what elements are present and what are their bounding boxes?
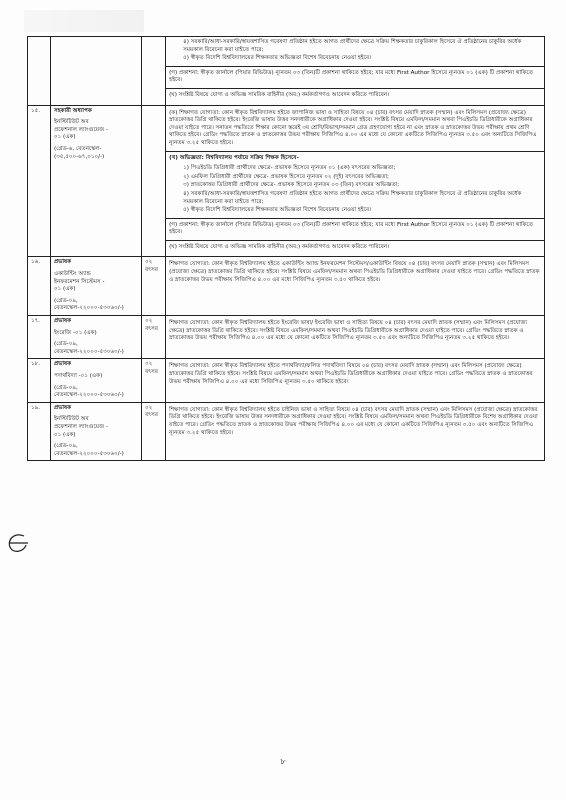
list-item: ২) এমফিল ডিগ্রিধারী প্রার্থীদের ক্ষেত্রে- প্রভাষক হিসেবে ন্যূনতম ০২ (দুই) বৎসরের অভিজ্ঞতা; <box>183 173 389 180</box>
scan-smudge <box>24 10 144 32</box>
requirement-cell <box>166 105 545 257</box>
table-row <box>28 257 545 316</box>
education-text: শিক্ষাগত যোগ্যতা: কোন স্বীকৃত বিশ্ববিদ্যালয় হইতে একাউন্টিং অ্যান্ড ইনফরমেশন সিস্টেমস/একাউন্টিং বিষয়ে ০৪ (চার) বৎসর মেয়াদি স্নাতক (সম্মান) এবং মিলিসমস (প্রযোজ্য ক্ষেত্রে) স্নাতকোত্তর ডিগ্রি থাকিতে হইবে। সংশ্লিষ্ট বিষয়ে এমফিল/সমমান অথবা পিএইচডি ডিগ্রিধারীকে অগ্রাধিকার দেওয়া যাইতে পারে। গ্রেডিং পদ্ধতিতে স্নাতক ও স্নাতকোত্তর উভয় পরীক্ষায় সিজিপিএ ৪.০০ এর মধ্যে সিজিপিএ ন্যূনতম ৩.৫০ থাকিতে হইবে। <box>169 261 540 283</box>
count-cell <box>142 105 166 257</box>
requirement-cell <box>166 402 545 461</box>
publication-text: (গ) প্রকাশনা: স্বীকৃত জার্নালে (পিয়ার রিভিউড) ন্যূনতম ০৩ (তিন)টি প্রকাশনা থাকিতে হইবে; যার মধ্যে First Author হিসেবে ন্যূনতম ০১ (এক) টি প্রকাশনা থাকিতে হইবে। <box>169 221 533 236</box>
grade-scale: (গ্রেড-০৯, বেতনস্কেল-২২০০০-৫৩০৬০/-) <box>54 384 124 399</box>
list-item: ৩) স্নাতকোত্তর ডিগ্রিধারী প্রার্থীদের ক্ষেত্রে- প্রভাষক হিসেবে ন্যূনতম ০৩ (তিন) বৎসরের অভিজ্ঞতা; <box>183 182 400 189</box>
requirement-cell <box>166 316 545 359</box>
count-cell: ০২ বৎসর <box>142 257 166 316</box>
list-item: ১) পিএইচডি ডিগ্রিধারী প্রার্থীদের ক্ষেত্রে- প্রভাষক হিসেবে ন্যূনতম ০১ (এক) বৎসরের অভিজ্ঞতা; <box>183 165 396 172</box>
serial-number: ১৭. <box>28 316 51 359</box>
post-title: প্রভাষক <box>54 259 71 266</box>
count-cell <box>142 37 166 106</box>
serial-number: ১৮. <box>28 359 51 402</box>
post-cell <box>51 359 142 402</box>
grade-scale: (গ্রেড-০৯, বেতনস্কেল-২২০০০-৫৩০৬০/-) <box>54 341 124 355</box>
post-line: ইনস্টিটিউট অব <box>54 119 89 126</box>
experience-heading: (খ) অভিজ্ঞতা: বিশ্ববিদ্যালয় পর্যায়ে সক্রিয় শিক্ষক হিসেবে- <box>169 154 299 161</box>
count-cell: ০২ বৎসর <box>142 402 166 461</box>
education-text: শিক্ষাগত যোগ্যতা: কোন স্বীকৃত বিশ্ববিদ্যালয় হইতে ইংরেজি ভাষা/ ইংরেজি ভাষা ও সাহিত্য বিষয়ে ০৪ (চার) বৎসর মেয়াদি স্নাতক (সম্মান) এবং মিলিসমস (প্রযোজ্য ক্ষেত্রে) স্নাতকোত্তর ডিগ্রি থাকিতে হইবে। সংশ্লিষ্ট বিষয়ে এমফিল/সমমান অথবা পিএইচডি ডিগ্রিধারীকে অগ্রাধিকার দেওয়া যাইতে পারে। গ্রেডিং পদ্ধতিতে স্নাতক ও স্নাতকোত্তর উভয় পরীক্ষায় সিজিপিএ ৪.০০ এর মধ্যে যে কোনো একটিতে সিজিপিএ ন্যূনতম ৩.৫০ এবং অন্যটিতে সিজিপিএ ন্যূনতম ৩.২৫ থাকিতে হইবে। <box>169 320 528 342</box>
experience-text: (ঘ) সংশ্লিষ্ট বিষয়ে যোগ্য ও অভিজ্ঞ সামরিক বাহিনীর (অব:) কর্মকর্তাগণও আবেদন করিতে পারিবেন। <box>169 91 390 98</box>
post-cell <box>51 37 142 106</box>
education-text: শিক্ষাগত যোগ্যতা: কোন স্বীকৃত বিশ্ববিদ্যালয় হইতে পদার্থবিদ্যা/ফলিত পদার্থবিদ্যা বিষয়ে ০৪ (চার) বৎসর মেয়াদি স্নাতক (সম্মান) এবং মিলিসমস (প্রযোজ্য ক্ষেত্রে) স্নাতকোত্তর ডিগ্রি থাকিতে হইবে। সংশ্লিষ্ট বিষয়ে এমফিল/সমমান অথবা পিএইচডি ডিগ্রিধারীকে অগ্রাধিকার দেওয়া যাইতে পারে। গ্রেডিং পদ্ধতিতে স্নাতক ও স্নাতকোত্তর উভয় পরীক্ষায় সিজিপিএ ৪.০০ এর মধ্যে সিজিপিএ ন্যূনতম ৩.৫০ থাকিতে হইবে। <box>169 363 533 385</box>
post-line: একাউন্টিং অ্যান্ড <box>54 271 91 278</box>
post-line: ইংরেজি -০১ (এক) <box>54 329 97 336</box>
grade-scale: (গ্রেড-০৯, বেতনস্কেল-২২০০০-৫৩০৬০/-) <box>54 297 124 312</box>
list-item: ৪) সরকারি/আধা-সরকারি/স্বায়ত্তশাসিত গবেষণা প্রতিষ্ঠান হইতে আগত প্রার্থীদের ক্ষেত্রে সক্রিয় শিক্ষকতার চাকুরিকাল হিসেবে ঐ প্রতিষ্ঠানের চাকুরির অর্ধেক সময়কাল বিবেচনা করা যাইতে পারে; <box>183 39 522 53</box>
post-cell <box>51 257 142 316</box>
page-number: ৮ <box>280 757 286 766</box>
table-row <box>28 402 545 461</box>
table-row-continuation <box>28 37 545 106</box>
post-cell <box>51 105 142 257</box>
serial-number: ১৯. <box>28 402 51 461</box>
experience-text: (ঘ) সংশ্লিষ্ট বিষয়ে যোগ্য ও অভিজ্ঞ সামরিক বাহিনীর (অব:) কর্মকর্তাগণও আবেদন করিতে পারিবেন। <box>169 243 390 250</box>
requirement-cell <box>166 37 545 106</box>
post-cell <box>51 402 142 461</box>
serial-number: ১৫. <box>28 105 51 257</box>
publication-text: (গ) প্রকাশনা: স্বীকৃত জার্নালে (পিয়ার রিভিউড) ন্যূনতম ০৩ (তিন)টি প্রকাশনা থাকিতে হইবে; যার মধ্যে First Author হিসেবে ন্যূনতম ০১ (এক) টি প্রকাশনা থাকিতে হইবে। <box>169 69 533 84</box>
table-row <box>28 105 545 257</box>
post-line: ০১ (এক) <box>54 286 76 293</box>
education-text: শিক্ষাগত যোগ্যতা: কোন স্বীকৃত বিশ্ববিদ্যালয় হইতে চাইনিজ ভাষা ও সাহিত্য বিষয়ে ০৪ (চার) বৎসর মেয়াদি স্নাতক (সম্মান) এবং মিলিসমস (প্রযোজ্য ক্ষেত্রে) স্নাতকোত্তর ডিগ্রি থাকিতে হইবে। ইংরেজি ভাষায় উত্তর সনদধারীকে অগ্রাধিকার দেওয়া হইবে। সংশ্লিষ্ট বিষয়ে এমফিল/সমমান অথবা পিএইচডি ডিগ্রিধারীকে বিশেষ অগ্রাধিকার দেওয়া যাইতে পারে। গ্রেডিং পদ্ধতিতে স্নাতক ও স্নাতকোত্তর উভয় পরীক্ষায় সিজিপিএ ৪.০০ এর মধ্যে যে কোনো একটিতে সিজিপিএ ন্যূনতম ৩.৫০ এবং অন্যটিতে সিজিপিএ ন্যূনতম ৩.২৫ থাকিতে হইবে। <box>169 406 538 436</box>
grade-scale: (গ্রেড-০৯, বেতনস্কেল-২২০০০-৫৩০৬০/-) <box>54 443 124 457</box>
education-text: (ক) শিক্ষাগত যোগ্যতা: কোন স্বীকৃত বিশ্ববিদ্যালয় হইতে জাপানিজ ভাষা ও সাহিত্য বিষয়ে ০৪ (চার) বৎসর মেয়াদি স্নাতক (সম্মান) এবং মিলিসমস (প্রযোজ্য ক্ষেত্রে) স্নাতকোত্তর ডিগ্রি থাকিতে হইবে। ইংরেজি ভাষায় উত্তর সনদধারীকে অগ্রাধিকার দেওয়া হইবে। সংশ্লিষ্ট বিষয়ে এমফিল/সমমান অথবা পিএইচডি ডিগ্রিধারীকে অগ্রাধিকার দেওয়া যাইতে পারে। সনাতন পদ্ধতিতে শিক্ষার কোনো স্তরেই ৩য় শ্রেণি/বিভাগ/সমমান গ্রেড গ্রহণযোগ্য হইবে না এবং স্নাতক ও স্নাতকোত্তর উভয় পরীক্ষায় প্রথম শ্রেণি থাকিতে হইবে। গ্রেডিং পদ্ধতিতে স্নাতক ও স্নাতকোত্তর উভয় পরীক্ষায় সিজিপিএ ৪.০০ এর মধ্যে যে কোনো একটিতে সিজিপিএ ন্যূনতম ৩.৫০ এবং অন্যটিতে সিজিপিএ ন্যূনতম ৩.২৫ থাকিতে হইবে। <box>169 109 537 146</box>
count-cell: ০২ বৎসর <box>142 359 166 402</box>
post-line: পদার্থবিদ্যা -০১ (এক) <box>54 373 103 379</box>
table-row <box>28 316 545 359</box>
post-line: ইনস্টিটিউট অব <box>54 416 89 423</box>
post-line: প্রফেশনাল ল্যাংগুয়েজ - <box>54 423 108 430</box>
list-item: ৪) সরকারি/আধা-সরকারি/স্বায়ত্তশাসিত গবেষণা প্রতিষ্ঠান হইতে আগত প্রার্থীদের ক্ষেত্রে সক্রিয় শিক্ষকতার চাকুরিকাল হিসেবে ঐ প্রতিষ্ঠানের চাকুরির অর্ধেক সময়কাল বিবেচনা করা যাইতে পারে; <box>183 190 522 205</box>
post-title: সহকারী অধ্যাপক <box>54 107 92 114</box>
handwritten-mark-icon <box>4 530 30 556</box>
post-line: ০১ (এক) <box>54 431 76 438</box>
post-cell <box>51 316 142 359</box>
count-cell: ০২ বৎসর <box>142 316 166 359</box>
requirements-table <box>27 36 545 461</box>
serial-number: ১৬. <box>28 257 51 316</box>
post-title: প্রভাষক <box>54 404 71 411</box>
post-line: ইনফরমেশন সিস্টেমস - <box>54 278 105 285</box>
list-item: ৫) স্বীকৃত বিদেশি বিশ্ববিদ্যালয়ের শিক্ষকতার অভিজ্ঞতা বিশেষ বিবেচনায় নেওয়া হইবে। <box>183 207 372 214</box>
grade-scale: (গ্রেড-৬, বেতনস্কেল-(৩৫,৫০০-৬৭,০১০/-) <box>54 145 105 160</box>
table-row <box>28 359 545 402</box>
requirement-cell <box>166 359 545 402</box>
post-line: প্রফেশনাল ল্যাংগুয়েজ - <box>54 126 108 133</box>
post-line: ০১ (এক) <box>54 134 76 141</box>
requirement-cell <box>166 257 545 316</box>
list-item: ৫) স্বীকৃত বিদেশি বিশ্ববিদ্যালয়ের শিক্ষকতার অভিজ্ঞতা বিশেষ বিবেচনায় নেওয়া হইবে। <box>183 55 372 62</box>
serial-cell <box>28 37 51 106</box>
post-title: প্রভাষক <box>54 318 71 325</box>
post-title: প্রভাষক <box>54 361 71 368</box>
